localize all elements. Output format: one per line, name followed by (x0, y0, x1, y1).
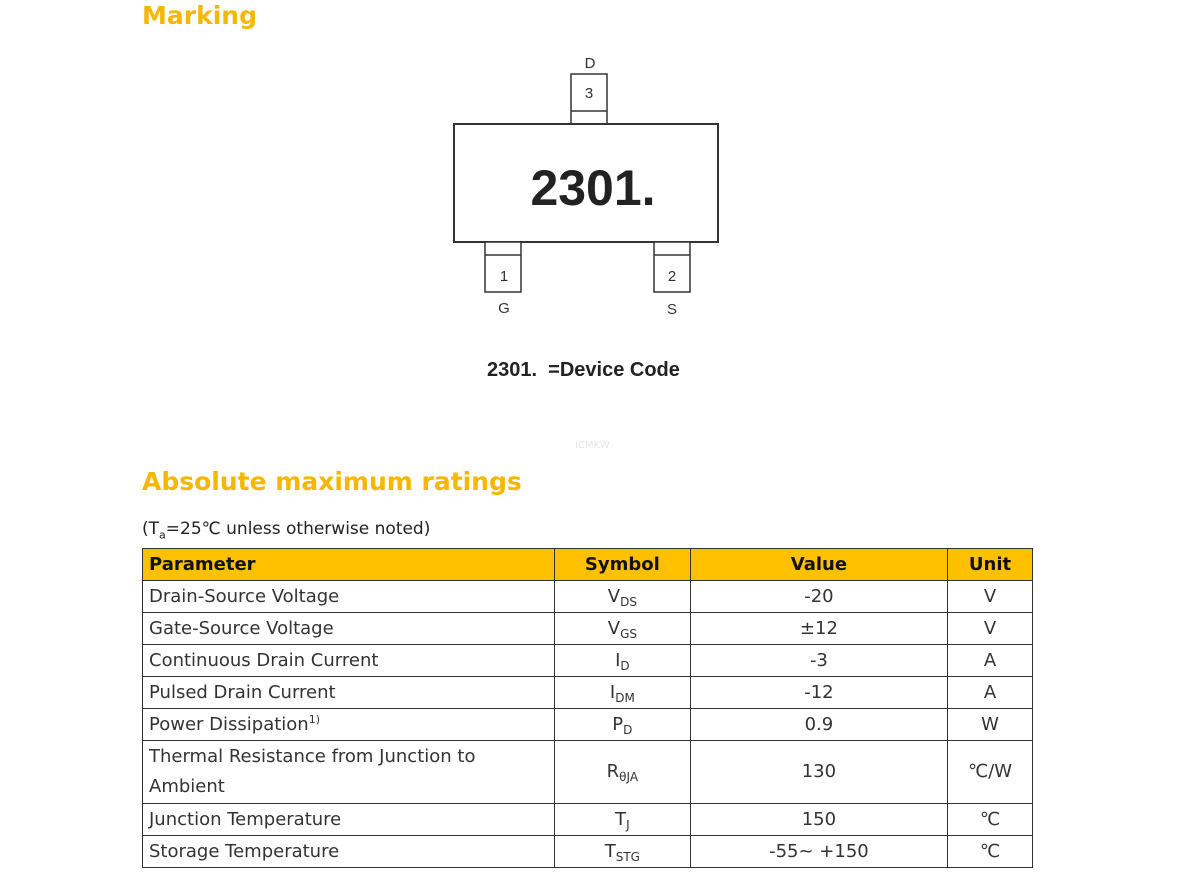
cell-unit: ℃/W (948, 741, 1033, 804)
cell-value: 150 (690, 804, 947, 836)
absolute-maximum-ratings-title: Absolute maximum ratings (142, 467, 522, 496)
cell-value: -20 (690, 581, 947, 613)
table-row (143, 804, 1033, 836)
cell-symbol: $T_J$ (554, 804, 690, 836)
cell-value: 0.9 (690, 709, 947, 741)
cell-symbol: $R_{\theta JA}$ (554, 741, 690, 804)
cell-value: -55~ +150 (690, 836, 947, 868)
table-row (143, 613, 1033, 645)
cell-symbol: $I_D$ (554, 645, 690, 677)
cell-parameter: Power Dissipation$^{1)}$ (143, 709, 555, 741)
cell-unit: A (948, 677, 1033, 709)
cell-unit: V (948, 613, 1033, 645)
sot23-marking-diagram (440, 48, 740, 398)
header-value: Value (690, 549, 947, 581)
ratings-table (142, 548, 1033, 868)
cell-parameter: Continuous Drain Current (143, 645, 555, 677)
cell-parameter: Storage Temperature (143, 836, 555, 868)
pin-g-letter: G (498, 300, 510, 317)
table-header-row (143, 549, 1033, 581)
cell-symbol: $V_{GS}$ (554, 613, 690, 645)
cell-parameter: Pulsed Drain Current (143, 677, 555, 709)
cell-symbol: $I_{DM}$ (554, 677, 690, 709)
table-row (143, 581, 1033, 613)
cell-parameter: Junction Temperature (143, 804, 555, 836)
table-row (143, 677, 1033, 709)
cell-value: ±12 (690, 613, 947, 645)
pin-3-number: 3 (584, 85, 594, 102)
header-symbol: Symbol (554, 549, 690, 581)
cell-value: -12 (690, 677, 947, 709)
pin-s-letter: S (666, 301, 678, 318)
cell-unit: W (948, 709, 1033, 741)
pin-d-letter: D (584, 55, 596, 72)
pin-2-number: 2 (667, 268, 677, 285)
table-row (143, 741, 1033, 804)
header-unit: Unit (948, 549, 1033, 581)
cell-symbol: $P_D$ (554, 709, 690, 741)
header-parameter: Parameter (143, 549, 555, 581)
cell-parameter: Thermal Resistance from Junction to Ambient (143, 741, 555, 804)
cell-unit: ℃ (948, 804, 1033, 836)
device-code-legend: 2301. =Device Code (487, 359, 680, 381)
cell-value: 130 (690, 741, 947, 804)
device-code-mark: 2301. (530, 160, 656, 216)
cell-symbol: $T_{STG}$ (554, 836, 690, 868)
cell-parameter: Gate-Source Voltage (143, 613, 555, 645)
cell-unit: A (948, 645, 1033, 677)
watermark: ICMKW (575, 440, 610, 451)
table-row (143, 709, 1033, 741)
table-row (143, 645, 1033, 677)
cell-symbol: $V_{DS}$ (554, 581, 690, 613)
pin-1-number: 1 (499, 268, 509, 285)
cell-unit: ℃ (948, 836, 1033, 868)
conditions-note: ($T_a=25℃$ unless otherwise noted) (142, 519, 431, 542)
cell-value: -3 (690, 645, 947, 677)
marking-title: Marking (142, 1, 257, 30)
cell-unit: V (948, 581, 1033, 613)
table-row (143, 836, 1033, 868)
cell-parameter: Drain-Source Voltage (143, 581, 555, 613)
